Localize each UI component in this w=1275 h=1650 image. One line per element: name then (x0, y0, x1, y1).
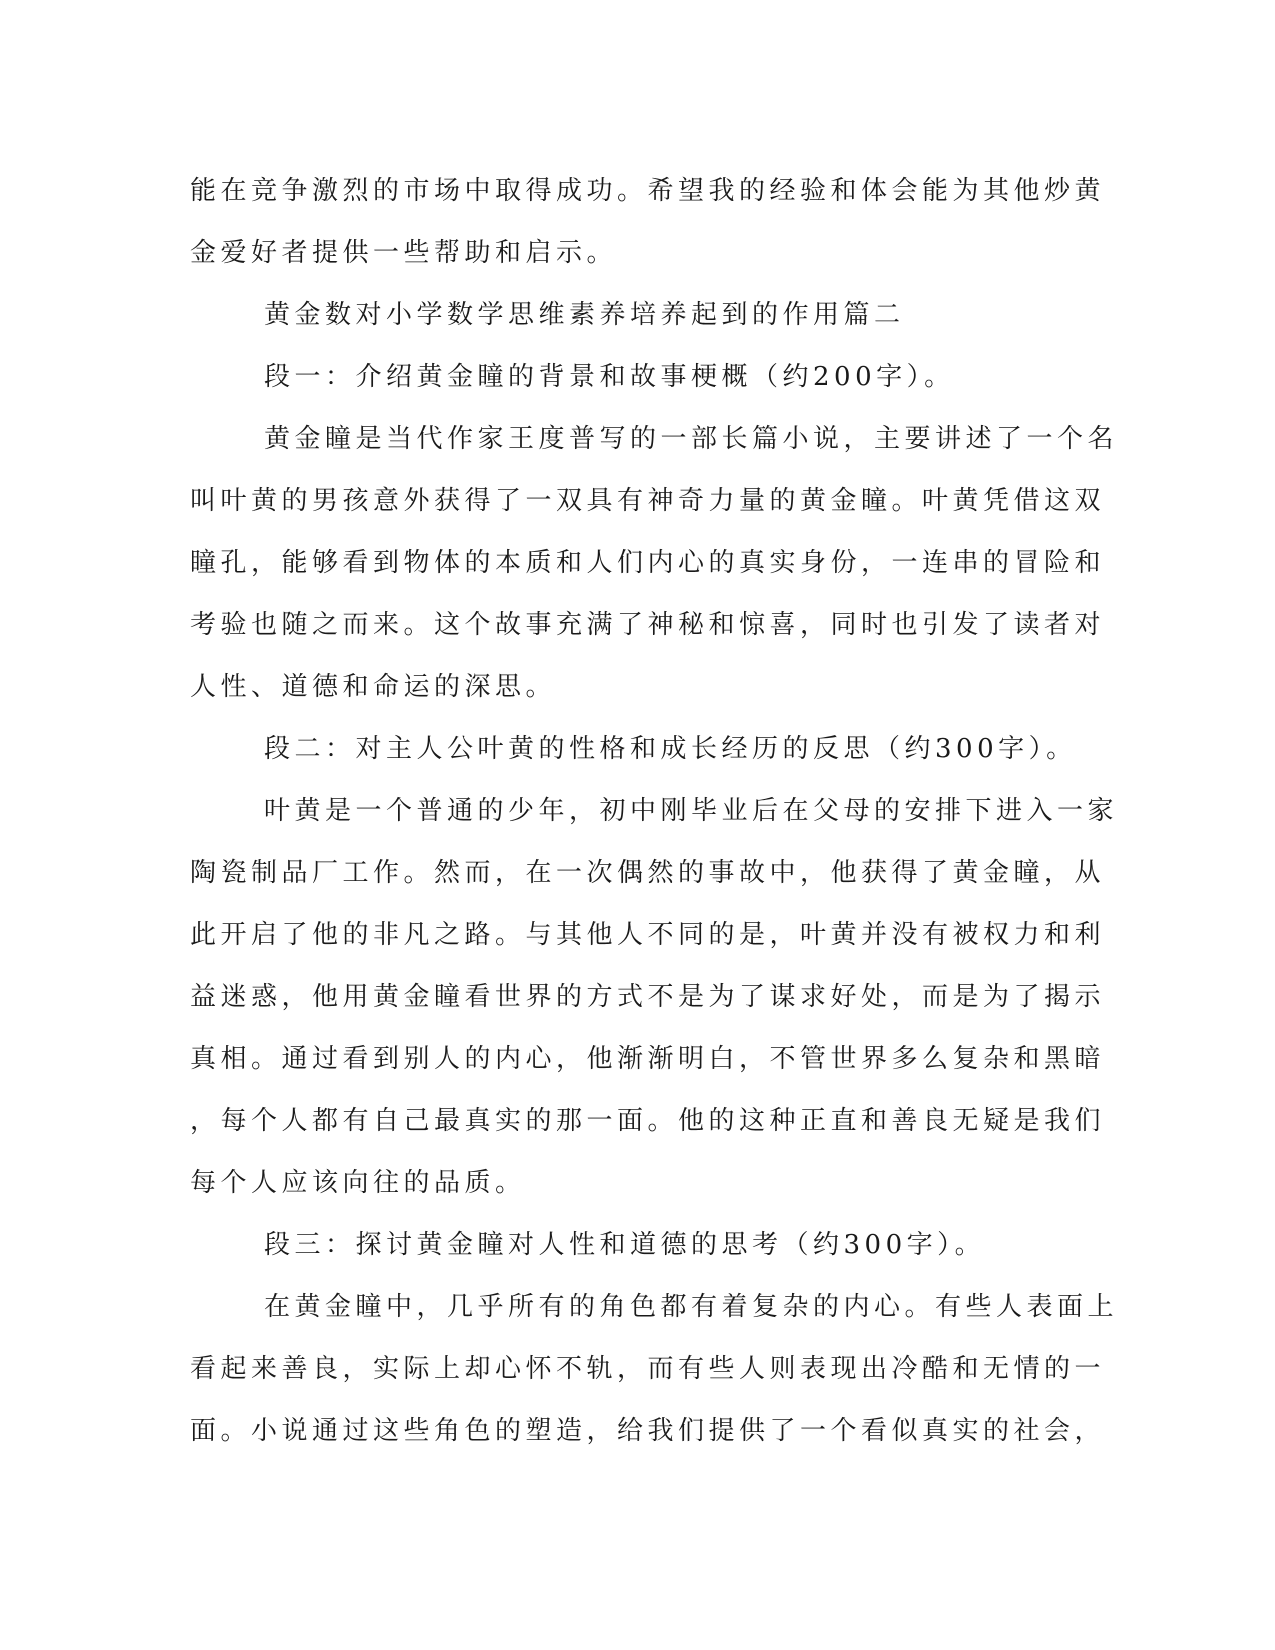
text-line: 叶黄是一个普通的少年，初中刚毕业后在父母的安排下进入一家 (264, 796, 1119, 826)
text-line: 能在竞争激烈的市场中取得成功。希望我的经验和体会能为其他炒黄 (190, 176, 1106, 206)
text-line: 金爱好者提供一些帮助和启示。 (190, 238, 618, 268)
text-line: 陶瓷制品厂工作。然而，在一次偶然的事故中，他获得了黄金瞳，从 (190, 858, 1106, 888)
text-line: 瞳孔，能够看到物体的本质和人们内心的真实身份，一连串的冒险和 (190, 548, 1106, 578)
section-heading: 黄金数对小学数学思维素养培养起到的作用篇二 (264, 300, 905, 330)
paragraph-heading: 段三：探讨黄金瞳对人性和道德的思考（约300字）。 (264, 1230, 986, 1260)
text-line: 考验也随之而来。这个故事充满了神秘和惊喜，同时也引发了读者对 (190, 610, 1106, 640)
text-line: 黄金瞳是当代作家王度普写的一部长篇小说，主要讲述了一个名 (264, 424, 1119, 454)
text-line: 人性、道德和命运的深思。 (190, 672, 557, 702)
body-text (190, 160, 1119, 1462)
text-line: 此开启了他的非凡之路。与其他人不同的是，叶黄并没有被权力和利 (190, 920, 1106, 950)
text-line: 每个人应该向往的品质。 (190, 1168, 526, 1198)
text-line: 面。小说通过这些角色的塑造，给我们提供了一个看似真实的社会， (190, 1416, 1106, 1446)
text-line: 真相。通过看到别人的内心，他渐渐明白，不管世界多么复杂和黑暗 (190, 1044, 1106, 1074)
paragraph-heading: 段一：介绍黄金瞳的背景和故事梗概（约200字）。 (264, 362, 955, 392)
paragraph-heading: 段二：对主人公叶黄的性格和成长经历的反思（约300字）。 (264, 734, 1077, 764)
text-line: 益迷惑，他用黄金瞳看世界的方式不是为了谋求好处，而是为了揭示 (190, 982, 1106, 1012)
text-line: 在黄金瞳中，几乎所有的角色都有着复杂的内心。有些人表面上 (264, 1292, 1119, 1322)
text-line: 看起来善良，实际上却心怀不轨，而有些人则表现出冷酷和无情的一 (190, 1354, 1106, 1384)
text-line: ，每个人都有自己最真实的那一面。他的这种正直和善良无疑是我们 (190, 1106, 1106, 1136)
text-line: 叫叶黄的男孩意外获得了一双具有神奇力量的黄金瞳。叶黄凭借这双 (190, 486, 1106, 516)
